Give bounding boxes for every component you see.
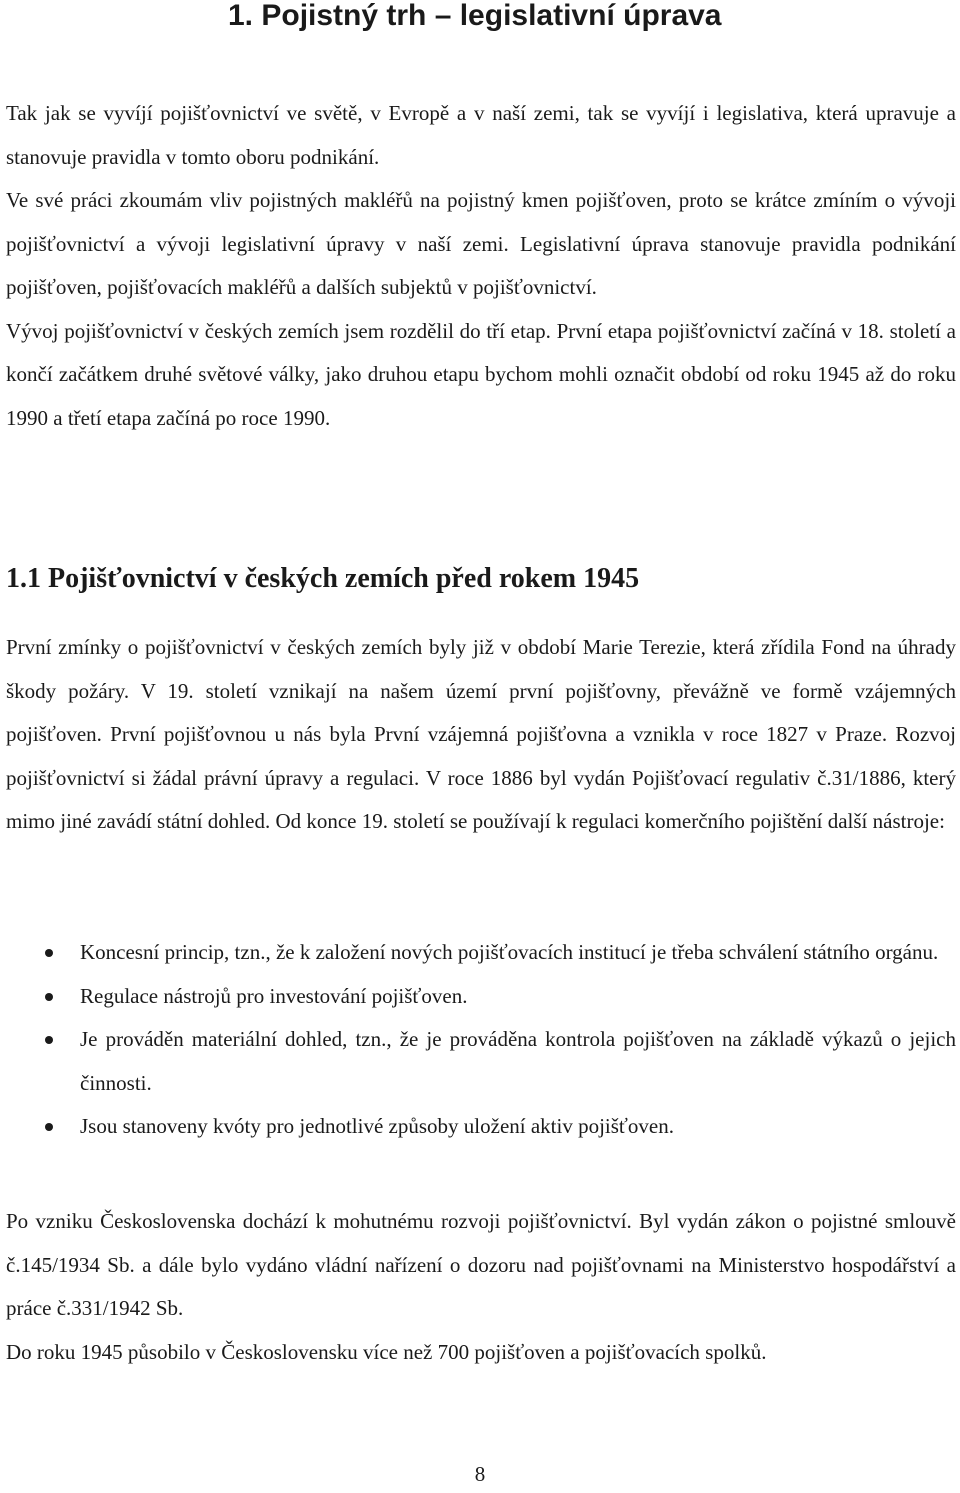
list-item (6, 1105, 956, 1149)
list-item (6, 1018, 956, 1105)
section-heading: 1.1 Pojišťovnictví v českých zemích před rokem 1945 (6, 563, 640, 594)
list-item-text: Jsou stanoveny kvóty pro jednotlivé způsoby uložení aktiv pojišťoven. (80, 1114, 674, 1138)
chapter-heading: 1. Pojistný trh – legislativní úprava (228, 0, 722, 32)
intro-paragraph-1: Tak jak se vyvíjí pojišťovnictví ve světě, v Evropě a v naší zemi, tak se vyvíjí i legislativa, která upravuje a stanovuje pravidla v tomto oboru podnikání. (6, 101, 956, 169)
page-number: 8 (474, 1462, 486, 1486)
intro-paragraph-2: Ve své práci zkoumám vliv pojistných makléřů na pojistný kmen pojišťoven, proto se krátce zmíním o vývoji pojišťovnictví a vývoji legislativní úpravy v naší zemi. Legislativní úprava stanovuje pravidla podnikání pojišťoven, pojišťovacích makléřů a dalších subjektů v pojišťovnictví. (6, 188, 956, 299)
section-intro-block (6, 626, 956, 844)
list-item-text: Koncesní princip, tzn., že k založení nových pojišťovacích institucí je třeba schválení státního orgánu. (80, 940, 939, 964)
bullet-icon (45, 1123, 53, 1131)
bullet-list (6, 931, 956, 1149)
list-item-text: Regulace nástrojů pro investování pojišťoven. (80, 983, 468, 1008)
bullet-icon (45, 949, 53, 957)
section-paragraph-3: Do roku 1945 působilo v Československu více než 700 pojišťoven a pojišťovacích spolků. (6, 1339, 767, 1364)
bullet-icon (45, 993, 53, 1001)
list-item (6, 931, 956, 975)
list-item (6, 975, 956, 1019)
list-item-text: Je prováděn materiální dohled, tzn., že je prováděna kontrola pojišťoven na základě výkazů o jejich činnosti. (80, 1027, 956, 1095)
section-paragraph-2: Po vzniku Československa dochází k mohutnému rozvoji pojišťovnictví. Byl vydán zákon o pojistné smlouvě č.145/1934 Sb. a dále bylo vydáno vládní nařízení o dozoru nad pojišťovnami na Ministerstvo hospodářství a práce č.331/1942 Sb. (6, 1209, 956, 1320)
intro-block (6, 92, 956, 440)
section-paragraph-1: První zmínky o pojišťovnictví v českých zemích byly již v období Marie Terezie, která zřídila Fond na úhrady škody požáry. V 19. století vznikají na našem území první pojišťovny, převážně ve formě vzájemných pojišťoven. První pojišťovnou u nás byla První vzájemná pojišťovna a vznikla v roce 1827 v Praze. Rozvoj pojišťovnictví si žádal právní úpravy a regulaci. V roce 1886 byl vydán Pojišťovací regulativ č.31/1886, který mimo jiné zavádí státní dohled. Od konce 19. století se používají k regulaci komerčního pojištění další nástroje: (6, 635, 956, 833)
section-closing-block (6, 1200, 956, 1374)
bullet-icon (45, 1036, 53, 1044)
intro-paragraph-3: Vývoj pojišťovnictví v českých zemích jsem rozdělil do tří etap. První etapa pojišťovnictví začíná v 18. století a končí začátkem druhé světové války, jako druhou etapu bychom mohli označit období od roku 1945 až do roku 1990 a třetí etapa začíná po roce 1990. (6, 318, 956, 430)
